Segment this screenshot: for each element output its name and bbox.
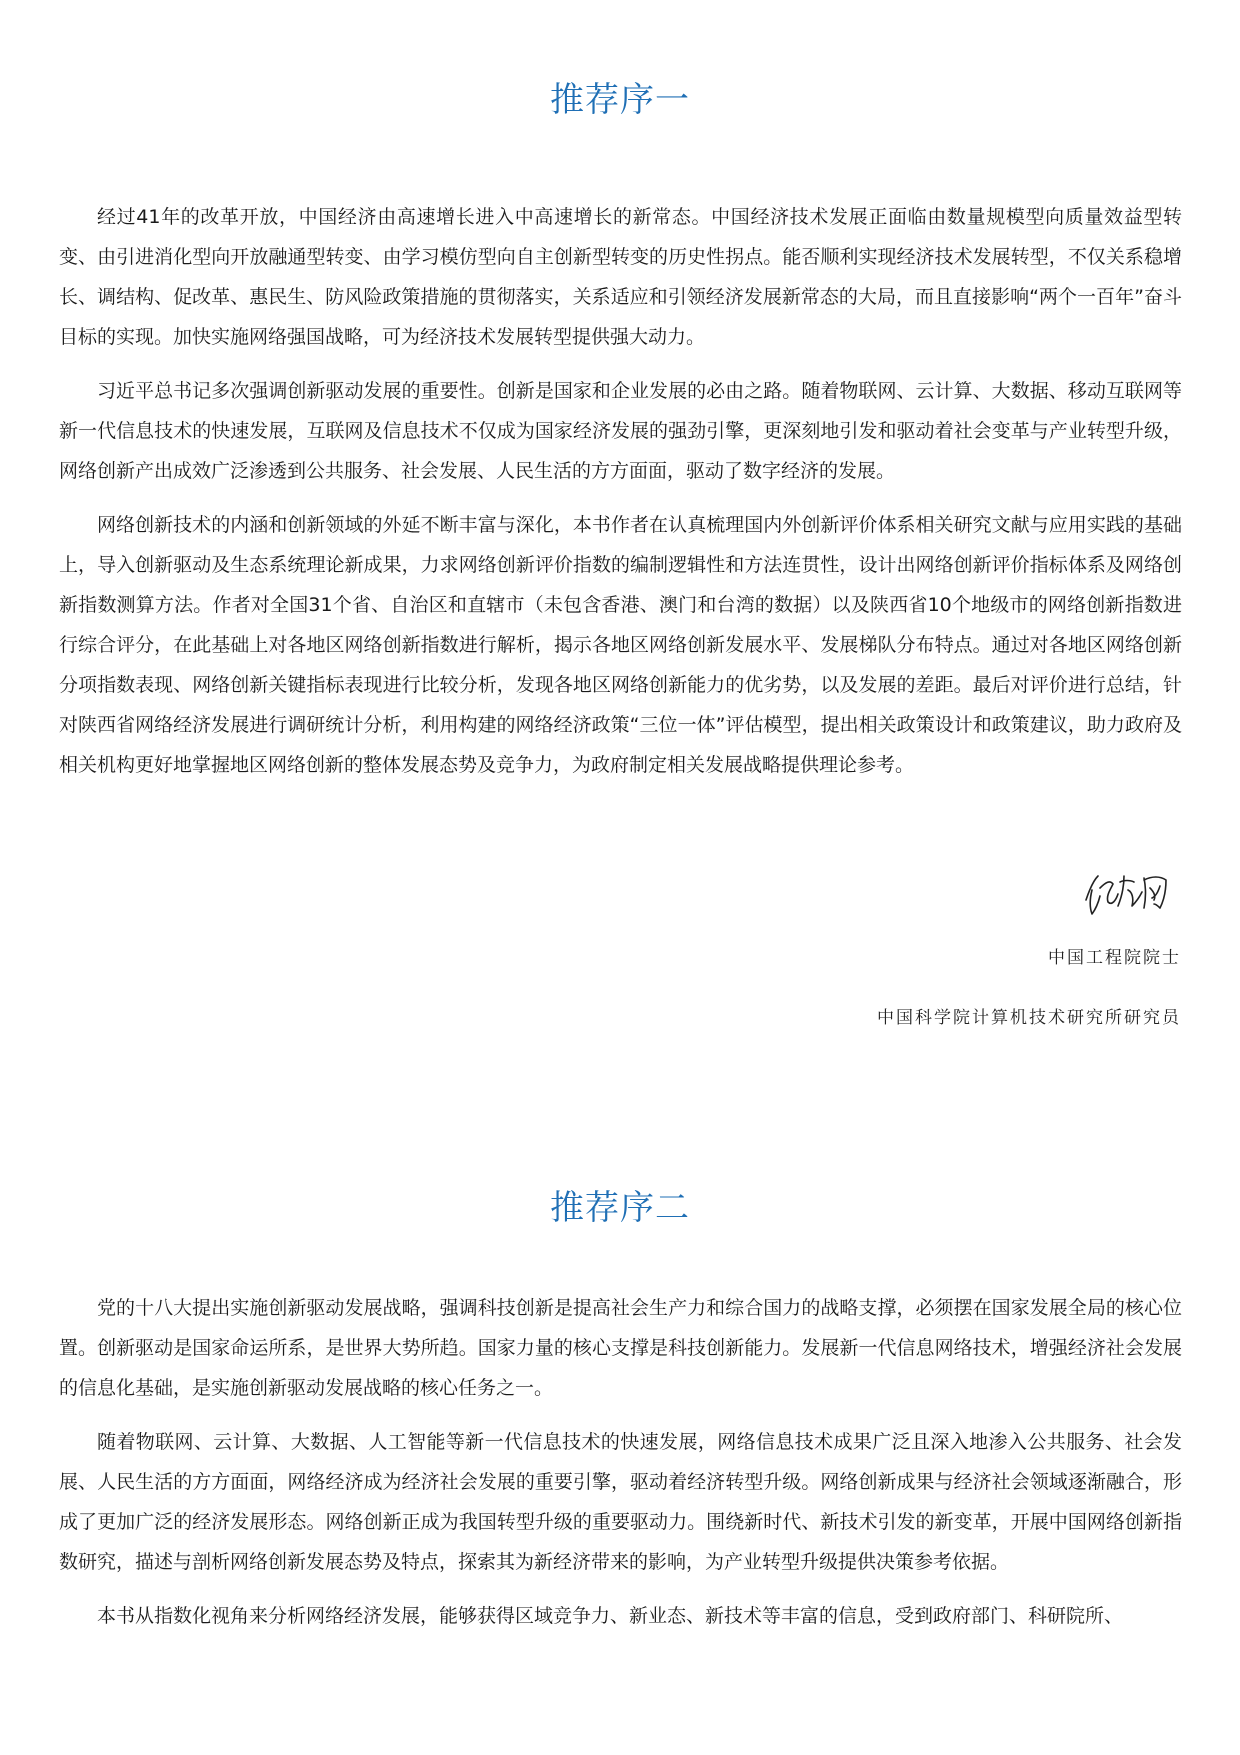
affiliation-researcher: 中国科学院计算机技术研究所研究员 [877,1008,1181,1028]
preface-two-paragraph: 党的十八大提出实施创新驱动发展战略，强调科技创新是提高社会生产力和综合国力的战略支撑，必须摆在国家发展全局的核心位置。创新驱动是国家命运所系，是世界大势所趋。国家力量的核心支撑是科技创新能力。发展新一代信息网络技术，增强经济社会发展的信息化基础，是实施创新驱动发展战略的核心任务之一。 [59,1297,1182,1399]
handwritten-signature [1080,866,1180,922]
preface-one-body [59,197,1182,799]
preface-two-title: 推荐序二 [550,1188,690,1228]
preface-two-body [59,1288,1182,1650]
preface-one-paragraph: 习近平总书记多次强调创新驱动发展的重要性。创新是国家和企业发展的必由之路。随着物联网、云计算、大数据、移动互联网等新一代信息技术的快速发展，互联网及信息技术不仅成为国家经济发展的强劲引擎，更深刻地引发和驱动着社会变革与产业转型升级，网络创新产出成效广泛渗透到公共服务、社会发展、人民生活的方方面面，驱动了数字经济的发展。 [59,380,1182,482]
affiliation-academician: 中国工程院院士 [1048,948,1181,968]
preface-one-paragraph: 经过41年的改革开放，中国经济由高速增长进入中高速增长的新常态。中国经济技术发展正面临由数量规模型向质量效益型转变、由引进消化型向开放融通型转变、由学习模仿型向自主创新型转变的历史性拐点。能否顺利实现经济技术发展转型，不仅关系稳增长、调结构、促改革、惠民生、防风险政策措施的贯彻落实，关系适应和引领经济发展新常态的大局，而且直接影响“两个一百年”奋斗目标的实现。加快实施网络强国战略，可为经济技术发展转型提供强大动力。 [59,206,1182,348]
preface-one-paragraph: 网络创新技术的内涵和创新领域的外延不断丰富与深化，本书作者在认真梳理国内外创新评价体系相关研究文献与应用实践的基础上，导入创新驱动及生态系统理论新成果，力求网络创新评价指数的编制逻辑性和方法连贯性，设计出网络创新评价指标体系及网络创新指数测算方法。作者对全国31个省、自治区和直辖市（未包含香港、澳门和台湾的数据）以及陕西省10个地级市的网络创新指数进行综合评分，在此基础上对各地区网络创新指数进行解析，揭示各地区网络创新发展水平、发展梯队分布特点。通过对各地区网络创新分项指数表现、网络创新关键指标表现进行比较分析，发现各地区网络创新能力的优劣势，以及发展的差距。最后对评价进行总结，针对陕西省网络经济发展进行调研统计分析，利用构建的网络经济政策“三位一体”评估模型，提出相关政策设计和政策建议，助力政府及相关机构更好地掌握地区网络创新的整体发展态势及竞争力，为政府制定相关发展战略提供理论参考。 [59,514,1182,776]
preface-one-title: 推荐序一 [550,80,690,120]
preface-two-paragraph: 本书从指数化视角来分析网络经济发展，能够获得区域竞争力、新业态、新技术等丰富的信息，受到政府部门、科研院所、 [97,1605,1124,1627]
preface-two-paragraph: 随着物联网、云计算、大数据、人工智能等新一代信息技术的快速发展，网络信息技术成果广泛且深入地渗入公共服务、社会发展、人民生活的方方面面，网络经济成为经济社会发展的重要引擎，驱动着经济转型升级。网络创新成果与经济社会领域逐渐融合，形成了更加广泛的经济发展形态。网络创新正成为我国转型升级的重要驱动力。围绕新时代、新技术引发的新变革，开展中国网络创新指数研究，描述与剖析网络创新发展态势及特点，探索其为新经济带来的影响，为产业转型升级提供决策参考依据。 [59,1431,1182,1573]
